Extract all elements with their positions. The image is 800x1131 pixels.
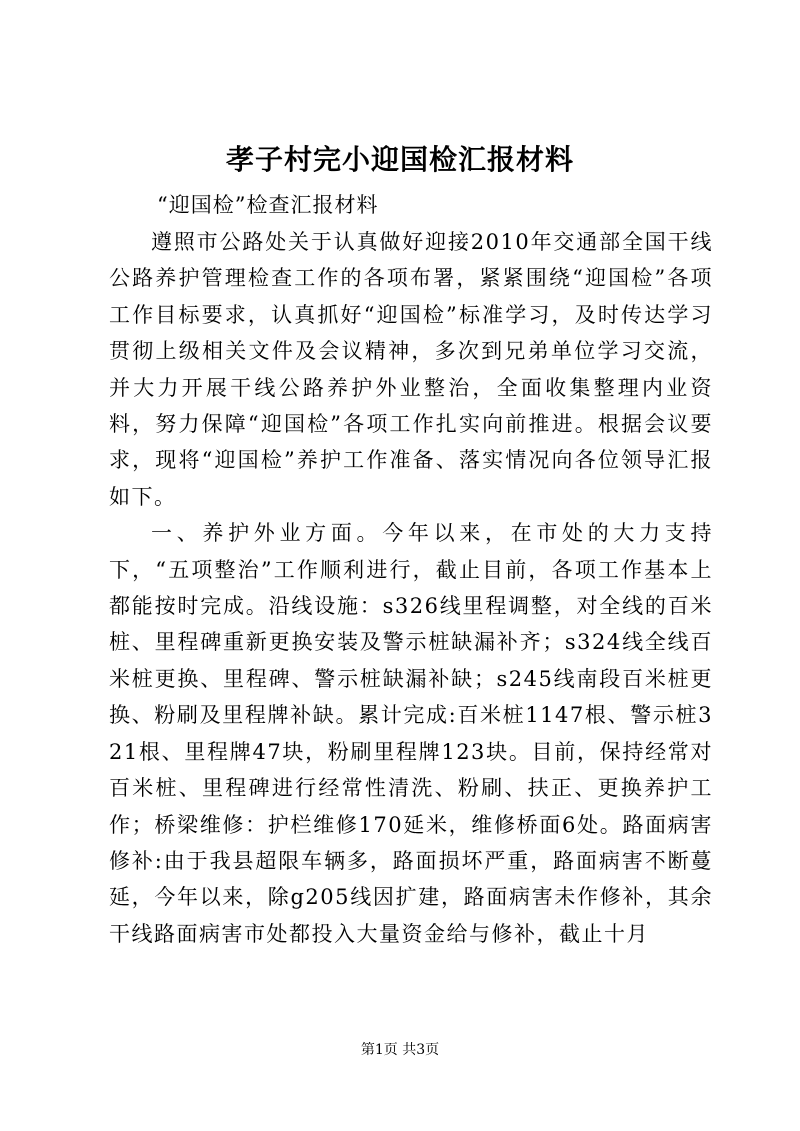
page-number-footer: 第1页 共3页 [360, 1042, 440, 1058]
paragraph-maintenance: 一、养护外业方面。今年以来，在市处的大力支持下，“五项整治”工作顺利进行，截止目前，各项工作基本上都能按时完成。沿线设施：s326线里程调整，对全线的百米桩、里程碑重新更换安装及警示桩缺漏补齐；s324线全线百米桩更换、里程碑、警示桩缺漏补缺；s245线南段百米桩更换、粉刷及里程牌补缺。累计完成:百米桩1147根、警示桩321根、里程牌47块，粉刷里程牌123块。目前，保持经常对百米桩、里程碑进行经常性清洗、粉刷、扶正、更换养护工作；桥梁维修：护栏维修170延米，维修桥面6处。路面病害修补:由于我县超限车辆多，路面损坏严重，路面病害不断蔓延，今年以来，除g205线因扩建，路面病害未作修补，其余干线路面病害市处都投入大量资金给与修补，截止十月 [109, 521, 713, 946]
paragraph-intro: 遵照市公路处关于认真做好迎接2010年交通部全国干线公路养护管理检查工作的各项布署，紧紧围绕“迎国检”各项工作目标要求，认真抓好“迎国检”标准学习，及时传达学习贯彻上级相关文件及会议精神，多次到兄弟单位学习交流，并大力开展干线公路养护外业整治，全面收集整理内业资料，努力保障“迎国检”各项工作扎实向前推进。根据会议要求，现将“迎国检”养护工作准备、落实情况向各位领导汇报如下。 [109, 230, 713, 509]
document-body [109, 186, 713, 952]
document-title: 孝子村完小迎国检汇报材料 [225, 143, 574, 176]
document-subtitle: “迎国检”检查汇报材料 [157, 193, 379, 217]
